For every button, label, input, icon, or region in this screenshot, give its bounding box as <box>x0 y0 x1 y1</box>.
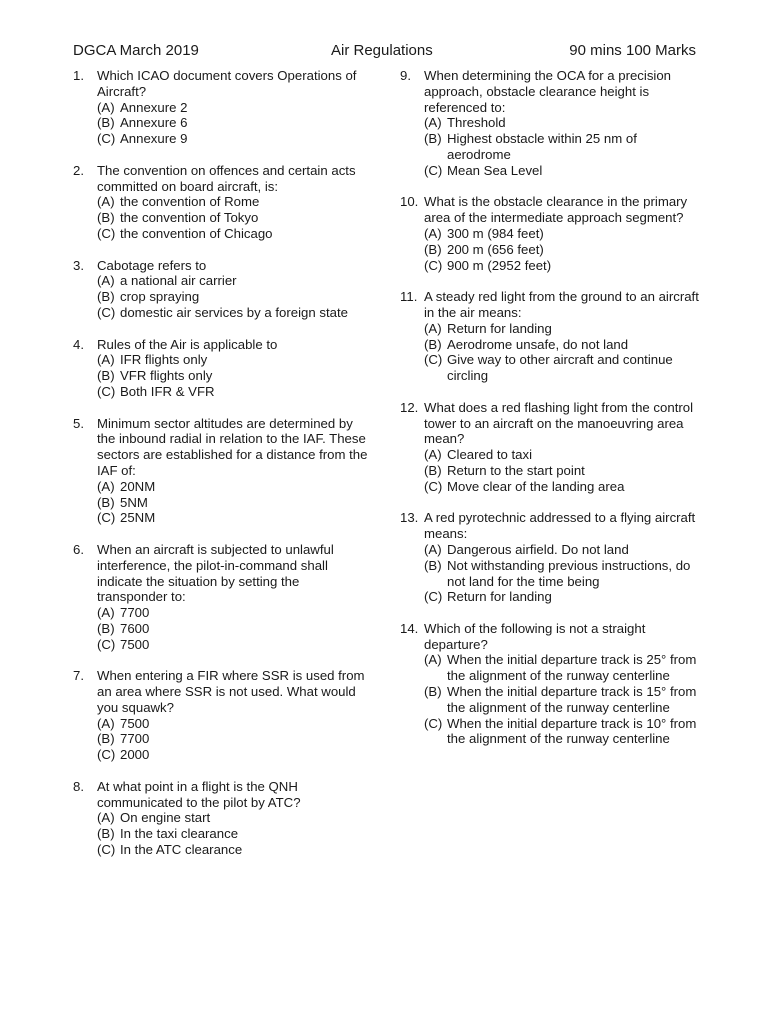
option-text: When the initial departure track is 10° from the alignment of the runway centerline <box>447 715 697 747</box>
answer-option <box>424 589 700 605</box>
question-number: 14. <box>400 620 419 636</box>
answer-option <box>97 637 373 653</box>
option-label: (B) <box>424 241 442 257</box>
question-stem <box>73 416 373 479</box>
question-column-left <box>73 68 373 874</box>
answer-options <box>400 542 700 605</box>
answer-option <box>97 100 373 116</box>
question-item <box>73 779 373 858</box>
answer-option <box>97 210 373 226</box>
option-label: (A) <box>97 605 115 621</box>
option-label: (C) <box>97 510 116 526</box>
option-label: (B) <box>97 115 115 131</box>
answer-option <box>97 747 373 763</box>
option-text: 7600 <box>120 620 150 636</box>
option-label: (A) <box>97 352 115 368</box>
question-stem <box>73 337 373 353</box>
option-text: 7500 <box>120 715 150 731</box>
question-item <box>73 337 373 400</box>
option-text: 20NM <box>120 478 156 494</box>
question-number: 3. <box>73 257 84 273</box>
answer-options <box>400 226 700 273</box>
option-label: (B) <box>424 462 442 478</box>
question-stem <box>73 258 373 274</box>
option-label: (A) <box>424 225 442 241</box>
answer-options <box>400 447 700 494</box>
answer-option <box>424 479 700 495</box>
question-item <box>73 542 373 653</box>
question-number: 2. <box>73 162 84 178</box>
option-text: Dangerous airfield. Do not land <box>447 541 629 557</box>
answer-option <box>424 352 700 384</box>
option-label: (C) <box>97 225 116 241</box>
answer-option <box>424 447 700 463</box>
option-text: Give way to other aircraft and continue circling <box>447 352 673 384</box>
option-label: (A) <box>97 715 115 731</box>
option-label: (B) <box>424 557 442 573</box>
answer-option <box>97 842 373 858</box>
answer-options <box>73 810 373 857</box>
question-text: What is the obstacle clearance in the primary area of the intermediate approach segment? <box>424 194 688 226</box>
option-text: crop spraying <box>120 289 200 305</box>
answer-option <box>424 716 700 748</box>
question-item <box>400 194 700 273</box>
option-text: 25NM <box>120 510 156 526</box>
exam-title: DGCA March 2019 <box>73 42 199 59</box>
question-stem <box>400 68 700 115</box>
question-item <box>73 163 373 242</box>
answer-option <box>424 684 700 716</box>
option-text: Return for landing <box>447 320 552 336</box>
answer-option <box>97 352 373 368</box>
option-label: (C) <box>97 747 116 763</box>
question-item <box>73 416 373 527</box>
answer-option <box>97 131 373 147</box>
question-number: 4. <box>73 336 84 352</box>
question-text: When determining the OCA for a precision approach, obstacle clearance height is referenced to: <box>424 68 672 115</box>
option-text: 7500 <box>120 636 150 652</box>
answer-options <box>73 479 373 526</box>
option-label: (B) <box>97 289 115 305</box>
answer-option <box>424 115 700 131</box>
option-text: 200 m (656 feet) <box>447 241 544 257</box>
question-text: At what point in a flight is the QNH communicated to the pilot by ATC? <box>97 778 301 810</box>
option-text: 900 m (2952 feet) <box>447 257 552 273</box>
option-text: the convention of Chicago <box>120 225 273 241</box>
option-label: (B) <box>97 826 115 842</box>
question-text: When an aircraft is subjected to unlawful interference, the pilot-in-command shall indicate the situation by setting the transponder to: <box>97 541 334 605</box>
answer-option <box>97 384 373 400</box>
option-text: In the ATC clearance <box>120 842 243 858</box>
option-text: 5NM <box>120 494 148 510</box>
question-text: What does a red flashing light from the control tower to an aircraft on the manoeuvring area mean? <box>424 399 694 447</box>
option-label: (A) <box>424 115 442 131</box>
question-text: The convention on offences and certain acts committed on board aircraft, is: <box>97 162 356 194</box>
option-text: When the initial departure track is 25° from the alignment of the runway centerline <box>447 652 697 684</box>
answer-option <box>424 258 700 274</box>
option-text: Return to the start point <box>447 462 585 478</box>
option-label: (C) <box>97 383 116 399</box>
option-label: (C) <box>97 304 116 320</box>
option-label: (C) <box>97 636 116 652</box>
option-label: (B) <box>424 336 442 352</box>
answer-option <box>424 463 700 479</box>
question-item <box>400 289 700 384</box>
answer-option <box>97 731 373 747</box>
option-label: (A) <box>424 652 442 668</box>
question-item <box>400 68 700 179</box>
question-column-right <box>400 68 700 763</box>
answer-option <box>97 810 373 826</box>
question-text: A steady red light from the ground to an aircraft in the air means: <box>424 289 699 320</box>
option-label: (C) <box>424 589 443 605</box>
answer-options <box>73 100 373 147</box>
option-text: Return for landing <box>447 589 552 605</box>
option-text: In the taxi clearance <box>120 826 239 842</box>
question-number: 6. <box>73 541 84 557</box>
question-stem <box>400 510 700 542</box>
answer-options <box>73 716 373 763</box>
question-number: 13. <box>400 510 419 526</box>
question-stem <box>400 621 700 653</box>
answer-options <box>73 273 373 320</box>
option-label: (C) <box>424 478 443 494</box>
question-text: Which ICAO document covers Operations of Aircraft? <box>97 68 357 99</box>
question-number: 9. <box>400 68 411 83</box>
option-text: Threshold <box>447 115 506 131</box>
question-stem <box>73 163 373 195</box>
answer-option <box>424 558 700 590</box>
option-text: On engine start <box>120 810 211 826</box>
answer-options <box>400 321 700 384</box>
option-label: (A) <box>424 541 442 557</box>
answer-options <box>400 115 700 178</box>
question-item <box>400 510 700 605</box>
answer-options <box>73 194 373 241</box>
option-label: (C) <box>424 715 443 731</box>
question-text: Which of the following is not a straight departure? <box>424 620 646 652</box>
option-text: 300 m (984 feet) <box>447 225 544 241</box>
option-label: (C) <box>424 162 443 178</box>
option-text: Cleared to taxi <box>447 447 533 463</box>
question-number: 8. <box>73 778 84 794</box>
answer-option <box>424 242 700 258</box>
option-text: 2000 <box>120 747 150 763</box>
option-label: (A) <box>97 99 115 115</box>
answer-options <box>400 652 700 747</box>
answer-option <box>97 226 373 242</box>
question-text: When entering a FIR where SSR is used from an area where SSR is not used. What would you squawk? <box>97 668 365 715</box>
answer-option <box>97 605 373 621</box>
option-label: (B) <box>424 131 442 147</box>
answer-option <box>97 510 373 526</box>
question-stem <box>73 542 373 605</box>
option-text: Aerodrome unsafe, do not land <box>447 336 629 352</box>
answer-option <box>97 115 373 131</box>
question-item <box>400 621 700 747</box>
question-stem <box>400 194 700 226</box>
option-text: Annexure 2 <box>120 99 188 115</box>
question-stem <box>73 68 373 100</box>
option-text: Not withstanding previous instructions, do not land for the time being <box>447 557 691 589</box>
option-label: (B) <box>97 368 115 384</box>
question-text: Cabotage refers to <box>97 257 207 273</box>
question-item <box>400 400 700 495</box>
option-text: VFR flights only <box>120 368 213 384</box>
page-header <box>73 42 696 62</box>
answer-option <box>97 826 373 842</box>
answer-option <box>424 542 700 558</box>
answer-option <box>97 495 373 511</box>
option-label: (B) <box>97 210 115 226</box>
question-number: 10. <box>400 194 419 210</box>
option-label: (C) <box>97 131 116 147</box>
question-stem <box>400 289 700 321</box>
option-text: Annexure 9 <box>120 131 188 147</box>
answer-option <box>97 621 373 637</box>
answer-option <box>97 305 373 321</box>
question-stem <box>73 779 373 811</box>
option-text: Highest obstacle within 25 nm of aerodrome <box>447 131 637 162</box>
answer-option <box>424 321 700 337</box>
answer-option <box>424 337 700 353</box>
answer-option <box>97 289 373 305</box>
option-label: (C) <box>97 842 116 858</box>
answer-option <box>97 194 373 210</box>
option-text: a national air carrier <box>120 273 237 289</box>
question-text: A red pyrotechnic addressed to a flying aircraft means: <box>424 510 696 542</box>
answer-option <box>97 479 373 495</box>
option-label: (A) <box>424 447 442 463</box>
question-number: 12. <box>400 399 419 415</box>
answer-options <box>73 605 373 652</box>
option-text: domestic air services by a foreign state <box>120 304 348 320</box>
subject-title: Air Regulations <box>331 42 433 59</box>
option-text: Move clear of the landing area <box>447 478 625 494</box>
option-text: Annexure 6 <box>120 115 188 131</box>
question-stem <box>73 668 373 715</box>
option-text: Mean Sea Level <box>447 162 543 178</box>
answer-option <box>424 652 700 684</box>
option-label: (B) <box>424 684 442 700</box>
option-label: (C) <box>424 257 443 273</box>
question-item <box>73 258 373 321</box>
option-text: 7700 <box>120 605 150 621</box>
option-label: (A) <box>424 320 442 336</box>
question-item <box>73 668 373 763</box>
answer-option <box>97 716 373 732</box>
question-number: 7. <box>73 668 84 684</box>
option-label: (B) <box>97 731 115 747</box>
option-text: the convention of Rome <box>120 194 260 210</box>
option-text: 7700 <box>120 731 150 747</box>
option-label: (A) <box>97 810 115 826</box>
option-text: When the initial departure track is 15° from the alignment of the runway centerline <box>447 684 697 715</box>
question-item <box>73 68 373 147</box>
answer-options <box>73 352 373 399</box>
question-text: Rules of the Air is applicable to <box>97 336 278 352</box>
question-number: 1. <box>73 68 84 83</box>
answer-option <box>424 226 700 242</box>
option-label: (A) <box>97 273 115 289</box>
option-label: (A) <box>97 478 115 494</box>
option-label: (A) <box>97 194 115 210</box>
exam-duration-marks: 90 mins 100 Marks <box>569 42 696 59</box>
option-label: (C) <box>424 352 443 368</box>
option-label: (B) <box>97 620 115 636</box>
answer-option <box>424 131 700 163</box>
question-text: Minimum sector altitudes are determined by the inbound radial in relation to the IAF. These sectors are established for a distance from the IAF of: <box>97 415 368 478</box>
option-text: the convention of Tokyo <box>120 210 259 226</box>
option-text: Both IFR & VFR <box>120 383 215 399</box>
question-stem <box>400 400 700 447</box>
question-number: 11. <box>400 289 418 305</box>
answer-option <box>97 368 373 384</box>
answer-option <box>424 163 700 179</box>
question-number: 5. <box>73 415 84 431</box>
answer-option <box>97 273 373 289</box>
option-label: (B) <box>97 494 115 510</box>
option-text: IFR flights only <box>120 352 208 368</box>
